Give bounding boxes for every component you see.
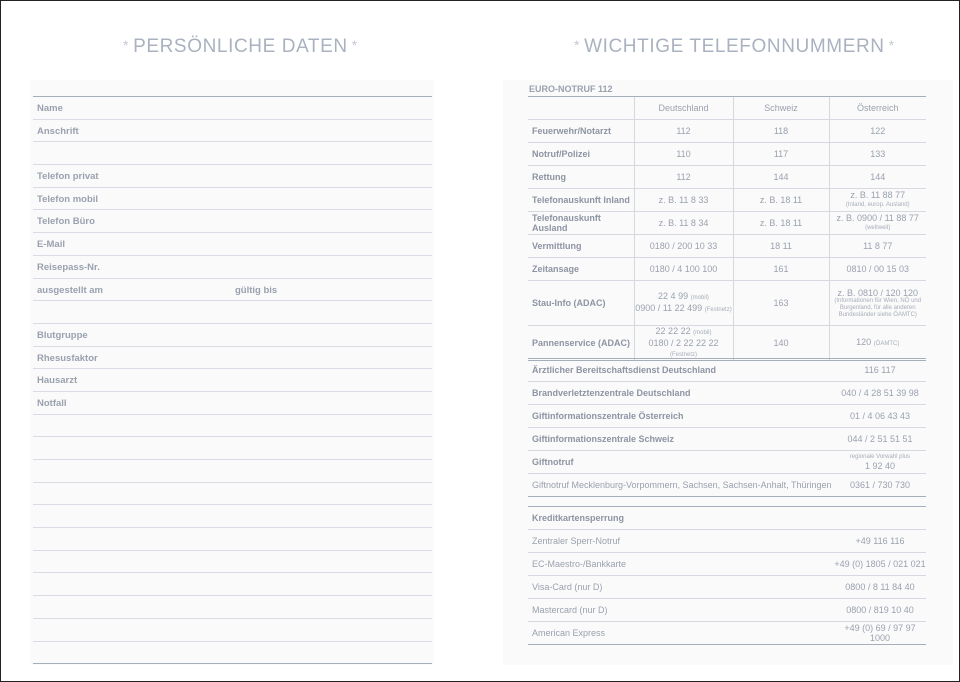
list-item: Zentraler Sperr-Notruf +49 116 116 <box>528 530 926 553</box>
field-issued-valid[interactable]: ausgestellt am gültig bis <box>33 279 432 302</box>
field-blood-group[interactable]: Blutgruppe <box>33 324 432 347</box>
notes-line[interactable] <box>33 596 432 619</box>
table-row: Rettung 112 144 144 <box>528 166 926 189</box>
field-email[interactable]: E-Mail <box>33 233 432 256</box>
personal-data-form <box>33 96 432 664</box>
list-item: Kreditkartensperrung <box>528 507 926 530</box>
notes-line[interactable] <box>33 551 432 574</box>
field-address[interactable]: Anschrift <box>33 120 432 143</box>
field-phone-office[interactable]: Telefon Büro <box>33 210 432 233</box>
services-table <box>528 358 926 497</box>
notes-line[interactable] <box>33 415 432 438</box>
field-phone-mobile[interactable]: Telefon mobil <box>33 188 432 211</box>
table-header <box>528 97 926 120</box>
list-item: American Express +49 (0) 69 / 97 97 1000 <box>528 622 926 645</box>
field-address-2[interactable] <box>33 142 432 165</box>
notes-line[interactable] <box>33 460 432 483</box>
table-row: Notruf/Polizei 110 117 133 <box>528 143 926 166</box>
field-rhesus[interactable]: Rhesusfaktor <box>33 347 432 370</box>
list-item: Ärztlicher Bereitschaftsdienst Deutschland 116 117 <box>528 359 926 382</box>
euro-emergency-label: EURO-NOTRUF 112 <box>529 84 613 94</box>
col-germany: Deutschland <box>634 97 733 120</box>
list-item: Giftnotruf regionale Vorwahl plus 1 92 40 <box>528 451 926 474</box>
phone-numbers-title: * WICHTIGE TELEFONNUMMERN * <box>574 36 895 57</box>
field-blank[interactable] <box>33 301 432 324</box>
table-row: Telefonauskunft Ausland z. B. 11 8 34 z. B. 18 11 z. B. 0900 / 11 88 77 (weltweit) <box>528 212 926 235</box>
table-row: Zeitansage 0180 / 4 100 100 161 0810 / 00 15 03 <box>528 258 926 281</box>
notes-line[interactable] <box>33 528 432 551</box>
list-item: Brandverletztenzentrale Deutschland 040 / 4 28 51 39 98 <box>528 382 926 405</box>
field-passport[interactable]: Reisepass-Nr. <box>33 256 432 279</box>
list-item: Visa-Card (nur D) 0800 / 8 11 84 40 <box>528 576 926 599</box>
table-row: Pannenservice (ADAC) 22 22 22 (mobil) 0180 / 2 22 22 22 (Festnetz) 140 120 (ÖAMTC) <box>528 326 926 361</box>
list-item: EC-Maestro-/Bankkarte +49 (0) 1805 / 021 021 <box>528 553 926 576</box>
table-row: Feuerwehr/Notarzt 112 118 122 <box>528 120 926 143</box>
field-doctor[interactable]: Hausarzt <box>33 369 432 392</box>
col-switzerland: Schweiz <box>733 97 829 120</box>
notes-line[interactable] <box>33 642 432 665</box>
notes-line[interactable] <box>33 437 432 460</box>
table-row: Telefonauskunft Inland z. B. 11 8 33 z. B. 18 11 z. B. 11 88 77 (Inland, europ. Ausland) <box>528 189 926 212</box>
notes-line[interactable] <box>33 505 432 528</box>
personal-data-title: * PERSÖNLICHE DATEN * <box>123 36 358 57</box>
list-item: Giftinformationszentrale Schweiz 044 / 2 51 51 51 <box>528 428 926 451</box>
table-row: Vermittlung 0180 / 200 10 33 18 11 11 8 77 <box>528 235 926 258</box>
list-item: Mastercard (nur D) 0800 / 819 10 40 <box>528 599 926 622</box>
list-item: Giftinformationszentrale Österreich 01 / 4 06 43 43 <box>528 405 926 428</box>
table-row: Stau-Info (ADAC) 22 4 99 (mobil) 0900 / 11 22 499 (Festnetz) 163 z. B. 0810 / 120 120 (Informationen für Wien, NÖ und Burgenland, für alle anderen Bundesländer siehe ÖAMTC) <box>528 281 926 326</box>
emergency-table <box>528 96 926 361</box>
notes-line[interactable] <box>33 573 432 596</box>
field-emergency[interactable]: Notfall <box>33 392 432 415</box>
list-item: Giftnotruf Mecklenburg-Vorpommern, Sachsen, Sachsen-Anhalt, Thüringen 0361 / 730 730 <box>528 474 926 497</box>
notes-line[interactable] <box>33 483 432 506</box>
credit-cards-table <box>528 506 926 645</box>
field-name[interactable]: Name <box>33 96 432 120</box>
col-austria: Österreich <box>829 97 926 120</box>
field-phone-private[interactable]: Telefon privat <box>33 165 432 188</box>
notes-line[interactable] <box>33 619 432 642</box>
